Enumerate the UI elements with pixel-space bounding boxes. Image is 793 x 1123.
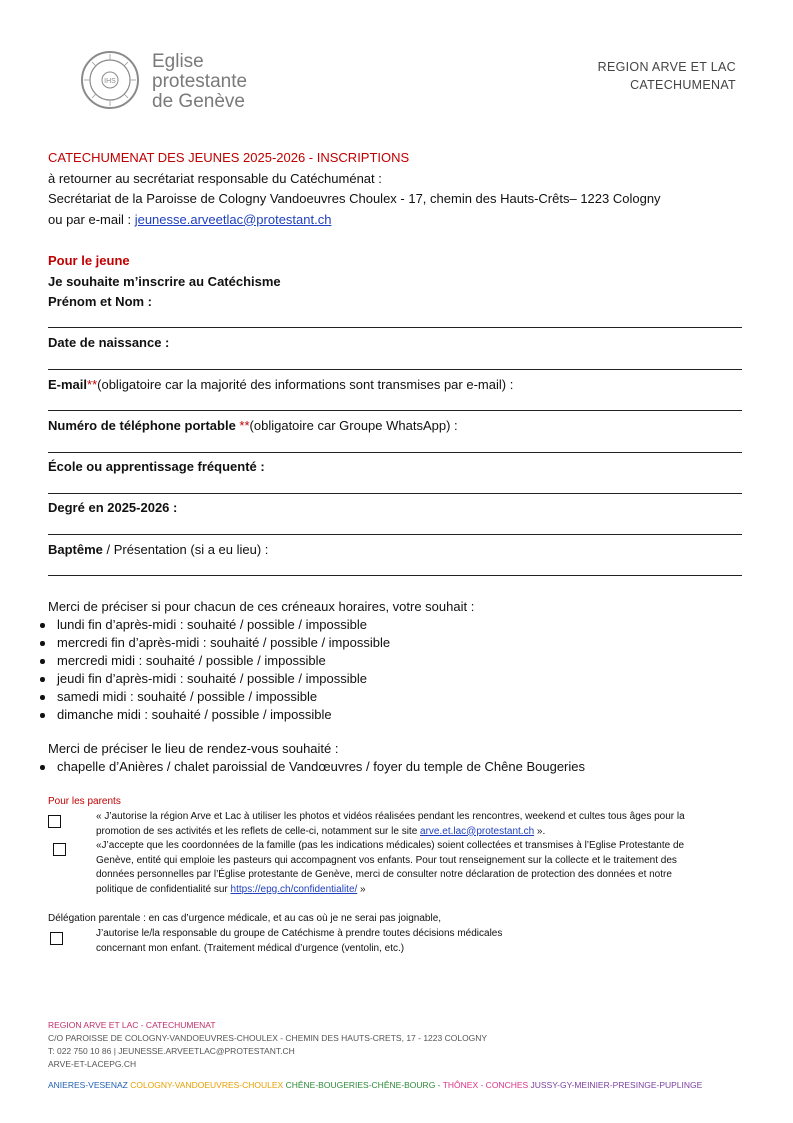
photo-consent-text: « J’autorise la région Arve et Lac à utiliser les photos et vidéos réalisées pendant les rencontres, weekend et cultes tous âges pour la promotion de ses activités et les reflets de celle-ci, notamment sur le site arve.et.lac@protestant.ch ». [96,811,685,837]
name-field-line[interactable] [48,327,742,328]
slot-item[interactable]: lundi fin d’après-midi : souhaité / possible / impossible [0,616,748,634]
footer-parishes [48,1079,702,1092]
parish-thonex: THÔNEX - CONCHES [442,1080,531,1090]
meeting-place-item[interactable]: chapelle d’Anières / chalet paroissial de Vandœuvres / foyer du temple de Chêne Bougeries [0,758,748,776]
site-link[interactable]: arve.et.lac@protestant.ch [420,825,535,837]
medical-delegation-checkbox[interactable] [50,932,63,945]
school-label: École ou apprentissage fréquenté : [48,459,265,474]
slots-list [0,616,748,724]
form-title: CATECHUMENAT DES JEUNES 2025-2026 - INSCRIPTIONS [48,150,410,165]
slot-item[interactable]: samedi midi : souhaité / possible / impossible [0,688,748,706]
photo-consent-checkbox[interactable] [48,815,61,828]
delegation-text: J’autorise le/la responsable du groupe de Catéchisme à prendre toutes décisions médicales concernant mon enfant. (Traitement médical d’urgence (ventolin, etc.) [96,928,503,954]
grade-label: Degré en 2025-2026 : [48,500,178,515]
footer-website: ARVE-ET-LACEPG.CH [48,1059,137,1069]
slot-item[interactable]: mercredi midi : souhaité / possible / impossible [0,652,748,670]
grade-field-line[interactable] [48,534,742,535]
jeune-header [48,251,281,313]
footer-title: REGION ARVE ET LAC - CATECHUMENAT [48,1020,216,1030]
registration-subtitle: Je souhaite m’inscrire au Catéchisme [48,273,281,289]
birthdate-label: Date de naissance : [48,335,170,350]
parish-anieres: ANIERES-VESENAZ [48,1080,131,1090]
header-region-line2: CATECHUMENAT [630,78,736,92]
birthdate-field-line[interactable] [48,369,742,370]
baptism-field-line[interactable] [48,575,742,576]
slots-section [48,598,748,724]
logo-wordmark: Eglise protestante de Genève [152,51,248,112]
secretariat-address: Secrétariat de la Paroisse de Cologny Vandoeuvres Choulex - 17, chemin des Hauts-Crêts– 1223 Cologny [48,191,661,206]
slot-item[interactable]: dimanche midi : souhaité / possible / impossible [0,706,748,724]
header-region-line1: REGION ARVE ET LAC [597,60,736,74]
footer [48,1019,748,1071]
data-consent-checkbox[interactable] [53,843,66,856]
footer-address: C/O PAROISSE DE COLOGNY-VANDOEUVRES-CHOULEX - CHEMIN DES HAUTS-CRETS, 17 - 1223 COLOGNY [48,1033,488,1043]
data-consent-text: «J’accepte que les coordonnées de la famille (pas les indications médicales) soient collectées et transmises à l’Eglise Protestante de Genève, entité qui emploie les pasteurs qui accompagnent vos enfants. Pour tout renseignement sur la collecte et le traitement des données personnelles par l’Église protestante de Genève, merci de consulter notre déclaration de protection des données et notre politique de confidentialité sur https://epg.ch/confidentialite/ » [96,840,685,895]
return-instructions: à retourner au secrétariat responsable du Catéchuménat : [48,170,382,186]
meeting-intro: Merci de préciser le lieu de rendez-vous souhaité : [48,741,339,756]
baptism-label: Baptême / Présentation (si a eu lieu) : [48,542,269,557]
slots-intro: Merci de préciser si pour chacun de ces créneaux horaires, votre souhait : [48,599,475,614]
meeting-section [48,740,748,776]
intro-block [48,148,748,230]
parish-chene: CHÊNE-BOUGERIES-CHÊNE-BOURG - [285,1080,443,1090]
header-region [598,58,736,94]
phone-field-line[interactable] [48,452,742,453]
slot-item[interactable]: mercredi fin d’après-midi : souhaité / possible / impossible [0,634,748,652]
privacy-policy-link[interactable]: https://epg.ch/confidentialite/ [230,883,358,895]
svg-text:IHS: IHS [104,78,116,85]
section-title-jeune: Pour le jeune [48,253,130,268]
section-title-parents: Pour les parents [48,796,121,807]
phone-field-label: Numéro de téléphone portable **(obligatoire car Groupe WhatsApp) : [48,418,458,433]
name-label: Prénom et Nom : [48,294,153,309]
school-field-line[interactable] [48,493,742,494]
email-line: ou par e-mail : jeunesse.arveetlac@protestant.ch [48,211,332,227]
footer-contact: T: 022 750 10 86 | JEUNESSE.ARVEETLAC@PROTESTANT.CH [48,1046,295,1056]
contact-email-link[interactable]: jeunesse.arveetlac@protestant.ch [134,211,332,227]
email-field-line[interactable] [48,410,742,411]
meeting-list [0,758,748,776]
delegation-intro: Délégation parentale : en cas d’urgence médicale, et au cas où je ne serai pas joignable, [48,913,442,924]
parish-jussy: JUSSY-GY-MEINIER-PRESINGE-PUPLINGE [530,1080,703,1090]
email-field-label: E-mail**(obligatoire car la majorité des informations sont transmises par e-mail) : [48,377,514,392]
slot-item[interactable]: jeudi fin d’après-midi : souhaité / possible / impossible [0,670,748,688]
parish-cologny: COLOGNY-VANDOEUVRES-CHOULEX [130,1080,286,1090]
church-seal-icon [80,50,140,110]
